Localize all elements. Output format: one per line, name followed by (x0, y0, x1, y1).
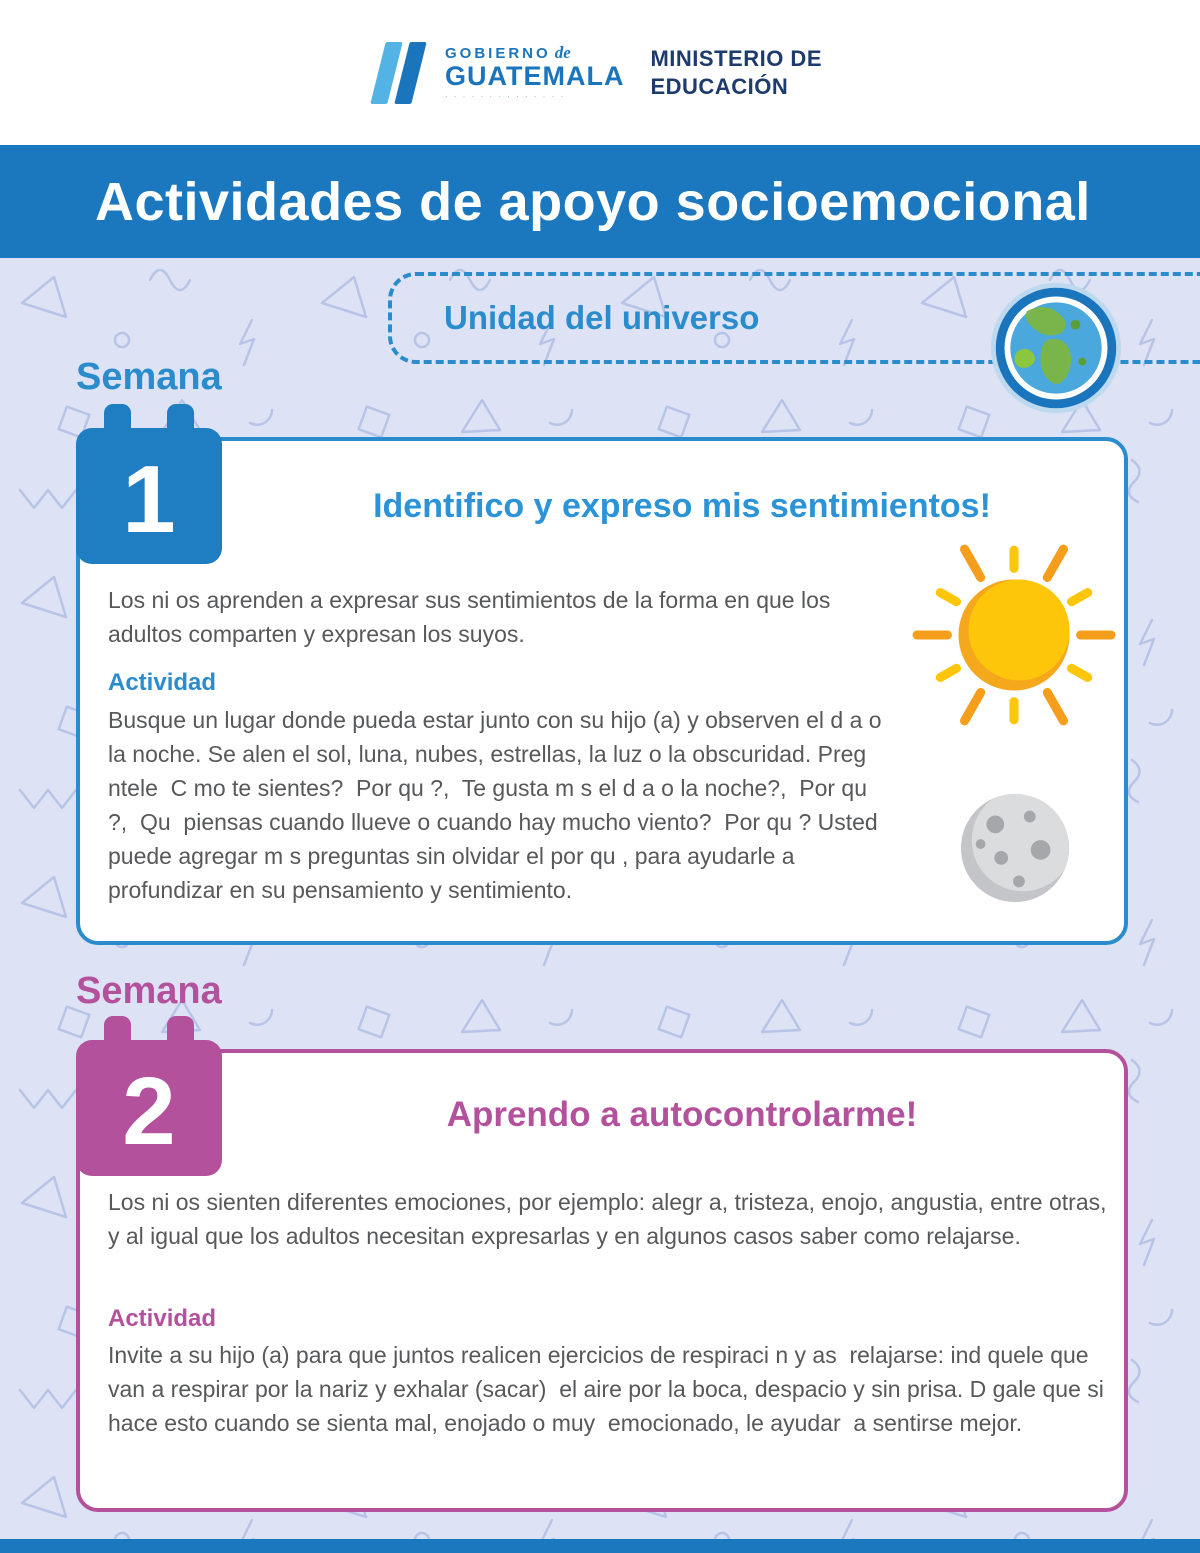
week-1-activity-label: Actividad (108, 669, 217, 696)
week-2-title: Aprendo a autocontrolarme! (446, 1095, 918, 1134)
ministry-line2: EDUCACIÓN (650, 73, 789, 99)
calendar-icon-week-2 (76, 1016, 222, 1176)
calendar-body (76, 1040, 222, 1176)
logo-tagline: · · · · · · · · · · · · · · (445, 91, 566, 101)
week-1-label: Semana (76, 356, 222, 398)
footer-bar (0, 1539, 1200, 1553)
calendar-icon-week-1 (76, 404, 222, 564)
ministry-line1: MINISTERIO DE (650, 46, 822, 71)
week-1-number: 1 (122, 446, 176, 553)
gobierno-logo-text (445, 44, 624, 102)
calendar-body (76, 428, 222, 564)
logo-de: de (554, 42, 571, 62)
title-banner (0, 145, 1200, 258)
logo-guatemala: GUATEMALA (445, 60, 625, 91)
gobierno-logo-icon (370, 42, 426, 104)
ministry-logo-text (650, 45, 822, 100)
page-title: Actividades de apoyo socioemocional (95, 171, 1091, 232)
week-1-intro: Los ni os aprenden a expresar sus sentimientos de la forma en que los adultos comparten y expresan los suyos. (108, 587, 837, 647)
week-2-label: Semana (76, 970, 222, 1012)
moon-icon (956, 789, 1074, 907)
logo-gobierno: GOBIERNO de (445, 42, 571, 62)
week-1-card (76, 437, 1128, 945)
week-2-number: 2 (122, 1058, 176, 1165)
header (0, 0, 1200, 145)
sun-icon (908, 529, 1120, 741)
week-2-card (76, 1049, 1128, 1512)
earth-icon (988, 280, 1124, 416)
week-2-activity-text: Invite a su hijo (a) para que juntos realicen ejercicios de respiraci n y as relajarse: ind quele que van a respirar por la nariz y exhalar (sacar) el aire por la boca, despacio y sin prisa. D gale que si hace esto cuando se sienta mal, enojado o muy emocionado, le ayudar a sentirse mejor. (108, 1342, 1111, 1436)
week-2-intro: Los ni os sienten diferentes emociones, por ejemplo: alegr a, tristeza, enojo, angustia, entre otras, y al igual que los adultos necesitan expresarlas y en algunos casos saber como relajarse. (108, 1189, 1113, 1249)
week-1-title: Identifico y expreso mis sentimientos! (373, 487, 991, 525)
week-2-activity-label: Actividad (108, 1305, 217, 1332)
week-1-activity-text: Busque un lugar donde pueda estar junto con su hijo (a) y observen el d a o la noche. Se alen el sol, luna, nubes, estrellas, la luz o la obscuridad. Preg ntele C mo te sientes? Por qu ?, Te gusta m s el d a o la noche?, Por qu ?, Qu piensas cuando llueve o cuando hay mucho viento? Por qu ? Usted puede agregar m s preguntas sin olvidar el por qu , para ayudarle a profundizar en su pensamiento y sentimiento. (108, 707, 888, 903)
unit-title: Unidad del universo (444, 299, 760, 336)
